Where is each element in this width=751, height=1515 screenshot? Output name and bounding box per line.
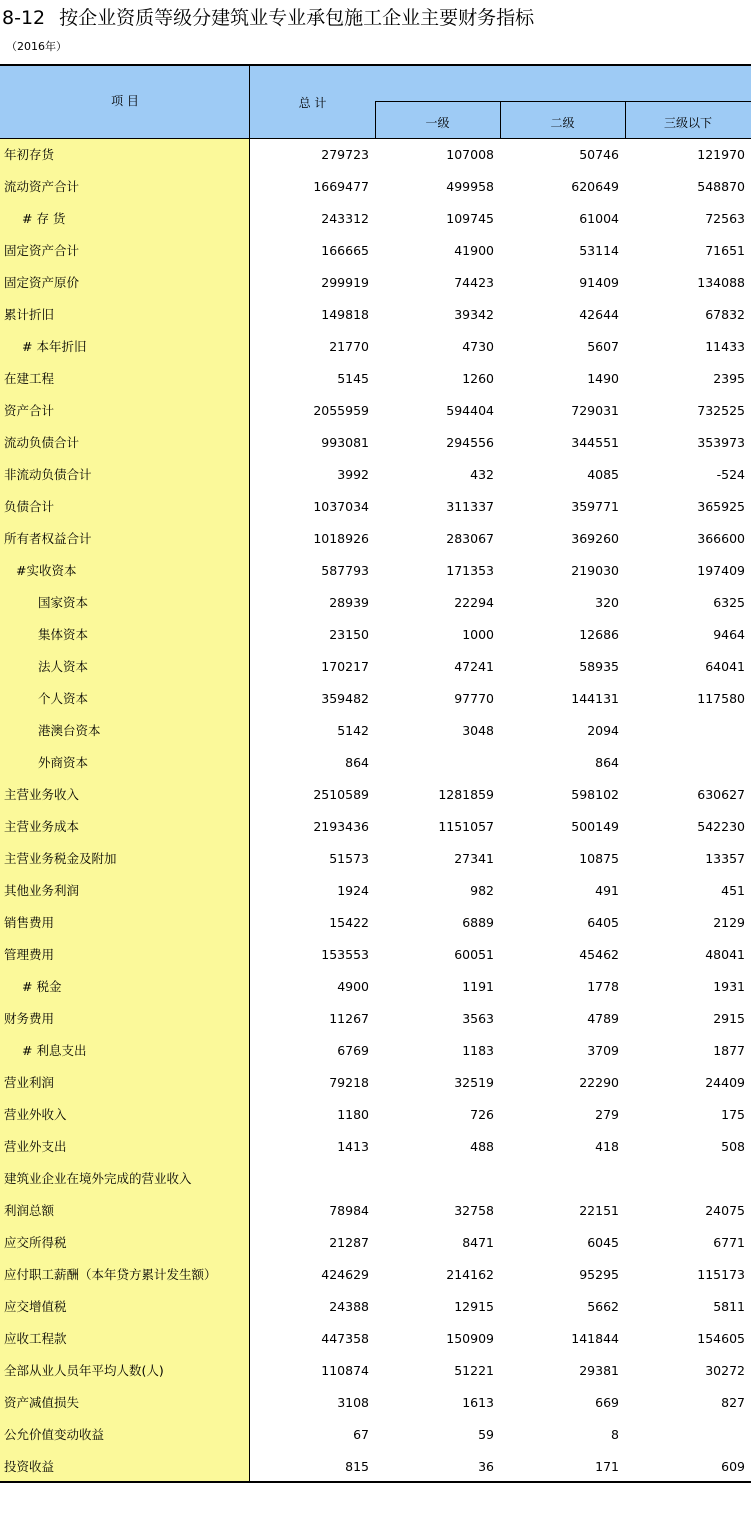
- cell-grade1: 311337: [446, 499, 494, 514]
- cell-grade3: 827: [721, 1395, 745, 1410]
- table-bottom-rule: [0, 1481, 751, 1483]
- cell-grade3: 48041: [705, 947, 745, 962]
- row-label: 在建工程: [0, 363, 250, 395]
- cell-grade1: 74423: [454, 275, 494, 290]
- table-row: [0, 235, 751, 267]
- table-row: [0, 1291, 751, 1323]
- header-divider: [625, 101, 626, 139]
- header-subdivider: [375, 101, 751, 102]
- table-row: [0, 395, 751, 427]
- table-title-text: 按企业资质等级分建筑业专业承包施工企业主要财务指标: [59, 7, 535, 29]
- cell-grade2: 729031: [571, 403, 619, 418]
- cell-grade2: 500149: [571, 819, 619, 834]
- cell-grade2: 219030: [571, 563, 619, 578]
- cell-grade2: 320: [595, 595, 619, 610]
- table-row: [0, 1259, 751, 1291]
- label-column-divider: [249, 139, 250, 1481]
- cell-grade3: 71651: [705, 243, 745, 258]
- cell-grade3: 609: [721, 1459, 745, 1474]
- table-row: [0, 1387, 751, 1419]
- cell-total: 2193436: [313, 819, 369, 834]
- cell-grade3: 13357: [705, 851, 745, 866]
- cell-grade3: 24409: [705, 1075, 745, 1090]
- row-label: 全部从业人员年平均人数(人): [0, 1355, 250, 1387]
- cell-grade3: -524: [716, 467, 745, 482]
- cell-grade1: 22294: [454, 595, 494, 610]
- table-row: [0, 203, 751, 235]
- cell-grade3: 11433: [705, 339, 745, 354]
- cell-total: 51573: [329, 851, 369, 866]
- table-row: [0, 971, 751, 1003]
- row-label: 法人资本: [0, 651, 250, 683]
- cell-grade2: 5607: [587, 339, 619, 354]
- row-label: 营业外支出: [0, 1131, 250, 1163]
- row-label: 港澳台资本: [0, 715, 250, 747]
- cell-grade1: 1281859: [438, 787, 494, 802]
- row-label: 利润总额: [0, 1195, 250, 1227]
- row-label: 固定资产原价: [0, 267, 250, 299]
- cell-total: 447358: [321, 1331, 369, 1346]
- header-grade2: 二级: [550, 116, 575, 130]
- table-body: [0, 139, 751, 1483]
- cell-grade3: 72563: [705, 211, 745, 226]
- cell-grade1: 499958: [446, 179, 494, 194]
- cell-grade1: 12915: [454, 1299, 494, 1314]
- row-label: #实收资本: [0, 555, 250, 587]
- header-divider: [375, 101, 376, 139]
- cell-total: 5145: [337, 371, 369, 386]
- cell-grade1: 294556: [446, 435, 494, 450]
- row-label: 投资收益: [0, 1451, 250, 1483]
- cell-grade3: 9464: [713, 627, 745, 642]
- table-row: [0, 267, 751, 299]
- row-label: 国家资本: [0, 587, 250, 619]
- cell-grade3: [625, 1419, 745, 1451]
- cell-grade3: 2129: [713, 915, 745, 930]
- cell-grade2: 22151: [579, 1203, 619, 1218]
- cell-grade2: 10875: [579, 851, 619, 866]
- header-grade3: 三级以下: [663, 116, 712, 130]
- table-row: [0, 747, 751, 779]
- row-label: 外商资本: [0, 747, 250, 779]
- cell-grade2: 45462: [579, 947, 619, 962]
- cell-grade2: 418: [595, 1139, 619, 1154]
- row-label: # 税金: [0, 971, 250, 1003]
- cell-total: 67: [353, 1427, 369, 1442]
- cell-grade1: 109745: [446, 211, 494, 226]
- cell-grade1: [375, 1163, 494, 1195]
- cell-total: [250, 1163, 369, 1195]
- cell-total: 1924: [337, 883, 369, 898]
- cell-grade1: 1260: [462, 371, 494, 386]
- table-row: [0, 587, 751, 619]
- cell-total: 359482: [321, 691, 369, 706]
- cell-grade3: 508: [721, 1139, 745, 1154]
- cell-grade1: 150909: [446, 1331, 494, 1346]
- cell-grade1: [375, 747, 494, 779]
- cell-grade2: 1490: [587, 371, 619, 386]
- cell-total: 79218: [329, 1075, 369, 1090]
- table-row: [0, 139, 751, 171]
- cell-total: 424629: [321, 1267, 369, 1282]
- cell-grade2: 95295: [579, 1267, 619, 1282]
- cell-grade3: 117580: [697, 691, 745, 706]
- cell-grade3: 542230: [697, 819, 745, 834]
- table-row: [0, 1419, 751, 1451]
- row-label: 公允价值变动收益: [0, 1419, 250, 1451]
- table-row: [0, 1355, 751, 1387]
- row-label: 年初存货: [0, 139, 250, 171]
- table-title: [2, 4, 534, 32]
- cell-total: 1018926: [313, 531, 369, 546]
- table-row: [0, 1035, 751, 1067]
- cell-grade2: 61004: [579, 211, 619, 226]
- header-item: 项 目: [111, 94, 139, 108]
- cell-grade2: 53114: [579, 243, 619, 258]
- table-row: [0, 555, 751, 587]
- row-label: 个人资本: [0, 683, 250, 715]
- cell-total: 1037034: [313, 499, 369, 514]
- table-row: [0, 843, 751, 875]
- cell-total: 153553: [321, 947, 369, 962]
- row-label: 累计折旧: [0, 299, 250, 331]
- table-row: [0, 875, 751, 907]
- cell-grade2: 279: [595, 1107, 619, 1122]
- cell-total: 1413: [337, 1139, 369, 1154]
- row-label: 固定资产合计: [0, 235, 250, 267]
- cell-total: 1669477: [313, 179, 369, 194]
- cell-grade2: 3709: [587, 1043, 619, 1058]
- cell-grade2: 344551: [571, 435, 619, 450]
- cell-grade1: 214162: [446, 1267, 494, 1282]
- row-label: 销售费用: [0, 907, 250, 939]
- cell-total: 23150: [329, 627, 369, 642]
- cell-total: 3108: [337, 1395, 369, 1410]
- table-row: [0, 331, 751, 363]
- cell-grade2: 22290: [579, 1075, 619, 1090]
- cell-grade1: 594404: [446, 403, 494, 418]
- cell-total: 243312: [321, 211, 369, 226]
- cell-grade2: 141844: [571, 1331, 619, 1346]
- cell-grade3: 2395: [713, 371, 745, 386]
- table-row: [0, 1163, 751, 1195]
- cell-grade3: [625, 715, 745, 747]
- cell-grade1: 3563: [462, 1011, 494, 1026]
- cell-total: 78984: [329, 1203, 369, 1218]
- cell-grade2: 42644: [579, 307, 619, 322]
- cell-total: 21287: [329, 1235, 369, 1250]
- cell-grade1: 41900: [454, 243, 494, 258]
- cell-grade2: 491: [595, 883, 619, 898]
- table-row: [0, 1067, 751, 1099]
- cell-grade3: 365925: [697, 499, 745, 514]
- table-row: [0, 459, 751, 491]
- cell-grade2: 6405: [587, 915, 619, 930]
- cell-grade2: 50746: [579, 147, 619, 162]
- cell-total: 587793: [321, 563, 369, 578]
- cell-grade2: 598102: [571, 787, 619, 802]
- header-divider: [500, 101, 501, 139]
- row-label: 非流动负债合计: [0, 459, 250, 491]
- cell-grade3: 2915: [713, 1011, 745, 1026]
- cell-total: 21770: [329, 339, 369, 354]
- cell-grade3: 154605: [697, 1331, 745, 1346]
- table-row: [0, 619, 751, 651]
- row-label: 流动负债合计: [0, 427, 250, 459]
- cell-grade3: 366600: [697, 531, 745, 546]
- cell-grade3: 30272: [705, 1363, 745, 1378]
- row-label: 财务费用: [0, 1003, 250, 1035]
- cell-grade3: 451: [721, 883, 745, 898]
- cell-grade3: 121970: [697, 147, 745, 162]
- cell-grade3: 64041: [705, 659, 745, 674]
- cell-total: 11267: [329, 1011, 369, 1026]
- row-label: 主营业务收入: [0, 779, 250, 811]
- cell-grade1: 97770: [454, 691, 494, 706]
- cell-grade3: [625, 747, 745, 779]
- cell-grade3: 67832: [705, 307, 745, 322]
- table-row: [0, 427, 751, 459]
- header-grade1: 一级: [425, 116, 450, 130]
- table-row: [0, 811, 751, 843]
- cell-grade2: 4085: [587, 467, 619, 482]
- cell-grade3: 134088: [697, 275, 745, 290]
- cell-total: 3992: [337, 467, 369, 482]
- row-label: 建筑业企业在境外完成的营业收入: [0, 1163, 250, 1195]
- cell-grade1: 488: [470, 1139, 494, 1154]
- table-row: [0, 1003, 751, 1035]
- cell-grade1: 47241: [454, 659, 494, 674]
- cell-grade3: 1931: [713, 979, 745, 994]
- cell-grade2: 29381: [579, 1363, 619, 1378]
- cell-grade2: 359771: [571, 499, 619, 514]
- cell-grade3: 6771: [713, 1235, 745, 1250]
- table-row: [0, 299, 751, 331]
- cell-total: 299919: [321, 275, 369, 290]
- cell-grade2: 669: [595, 1395, 619, 1410]
- cell-grade2: [500, 1163, 619, 1195]
- table-row: [0, 779, 751, 811]
- cell-total: 815: [345, 1459, 369, 1474]
- table-row: [0, 1131, 751, 1163]
- cell-grade2: 864: [595, 755, 619, 770]
- row-label: # 利息支出: [0, 1035, 250, 1067]
- cell-grade3: 24075: [705, 1203, 745, 1218]
- cell-total: 5142: [337, 723, 369, 738]
- cell-grade1: 32519: [454, 1075, 494, 1090]
- row-label: 资产合计: [0, 395, 250, 427]
- cell-grade1: 283067: [446, 531, 494, 546]
- cell-grade1: 171353: [446, 563, 494, 578]
- row-label: 应付职工薪酬（本年贷方累计发生额）: [0, 1259, 250, 1291]
- row-label: 所有者权益合计: [0, 523, 250, 555]
- cell-grade2: 12686: [579, 627, 619, 642]
- cell-total: 15422: [329, 915, 369, 930]
- year-note: （2016年）: [6, 40, 67, 53]
- cell-grade1: 8471: [462, 1235, 494, 1250]
- cell-grade2: 91409: [579, 275, 619, 290]
- cell-grade2: 6045: [587, 1235, 619, 1250]
- cell-grade1: 36: [478, 1459, 494, 1474]
- cell-total: 2055959: [313, 403, 369, 418]
- row-label: 资产减值损失: [0, 1387, 250, 1419]
- cell-grade3: 732525: [697, 403, 745, 418]
- row-label: 应交所得税: [0, 1227, 250, 1259]
- row-label: 其他业务利润: [0, 875, 250, 907]
- cell-grade3: 197409: [697, 563, 745, 578]
- cell-grade1: 3048: [462, 723, 494, 738]
- table-row: [0, 939, 751, 971]
- cell-grade1: 726: [470, 1107, 494, 1122]
- row-label: 管理费用: [0, 939, 250, 971]
- cell-grade3: 6325: [713, 595, 745, 610]
- cell-grade3: 115173: [697, 1267, 745, 1282]
- cell-grade3: 548870: [697, 179, 745, 194]
- row-label: # 本年折旧: [0, 331, 250, 363]
- cell-grade1: 39342: [454, 307, 494, 322]
- row-label: 营业外收入: [0, 1099, 250, 1131]
- cell-grade2: 5662: [587, 1299, 619, 1314]
- cell-grade2: 171: [595, 1459, 619, 1474]
- cell-total: 110874: [321, 1363, 369, 1378]
- cell-grade3: 353973: [697, 435, 745, 450]
- cell-grade2: 144131: [571, 691, 619, 706]
- cell-total: 2510589: [313, 787, 369, 802]
- cell-total: 149818: [321, 307, 369, 322]
- cell-grade1: 32758: [454, 1203, 494, 1218]
- cell-grade2: 2094: [587, 723, 619, 738]
- cell-grade1: 432: [470, 467, 494, 482]
- table-row: [0, 907, 751, 939]
- row-label: # 存 货: [0, 203, 250, 235]
- cell-grade2: 58935: [579, 659, 619, 674]
- table-row: [0, 651, 751, 683]
- cell-grade1: 51221: [454, 1363, 494, 1378]
- header-divider: [249, 66, 250, 139]
- row-label: 主营业务成本: [0, 811, 250, 843]
- header-total: 总 计: [298, 96, 327, 110]
- cell-grade1: 27341: [454, 851, 494, 866]
- table-row: [0, 1099, 751, 1131]
- cell-grade1: 1183: [462, 1043, 494, 1058]
- row-label: 主营业务税金及附加: [0, 843, 250, 875]
- cell-grade3: [625, 1163, 745, 1195]
- cell-total: 170217: [321, 659, 369, 674]
- cell-total: 279723: [321, 147, 369, 162]
- cell-grade3: 630627: [697, 787, 745, 802]
- cell-grade1: 1613: [462, 1395, 494, 1410]
- cell-total: 4900: [337, 979, 369, 994]
- cell-grade1: 4730: [462, 339, 494, 354]
- cell-grade2: 369260: [571, 531, 619, 546]
- cell-grade1: 1191: [462, 979, 494, 994]
- cell-total: 166665: [321, 243, 369, 258]
- row-label: 应收工程款: [0, 1323, 250, 1355]
- cell-total: 864: [345, 755, 369, 770]
- cell-total: 28939: [329, 595, 369, 610]
- cell-grade1: 6889: [462, 915, 494, 930]
- cell-grade1: 1000: [462, 627, 494, 642]
- cell-grade1: 59: [478, 1427, 494, 1442]
- table-row: [0, 1227, 751, 1259]
- table-row: [0, 171, 751, 203]
- cell-grade2: 1778: [587, 979, 619, 994]
- cell-grade1: 1151057: [438, 819, 494, 834]
- table-row: [0, 491, 751, 523]
- cell-grade3: 175: [721, 1107, 745, 1122]
- row-label: 负债合计: [0, 491, 250, 523]
- cell-grade2: 8: [611, 1427, 619, 1442]
- table-header: [0, 64, 751, 139]
- row-label: 营业利润: [0, 1067, 250, 1099]
- row-label: 集体资本: [0, 619, 250, 651]
- cell-total: 6769: [337, 1043, 369, 1058]
- table-row: [0, 683, 751, 715]
- cell-grade1: 982: [470, 883, 494, 898]
- cell-grade3: 5811: [713, 1299, 745, 1314]
- row-label: 应交增值税: [0, 1291, 250, 1323]
- cell-grade2: 620649: [571, 179, 619, 194]
- cell-total: 1180: [337, 1107, 369, 1122]
- cell-total: 993081: [321, 435, 369, 450]
- cell-grade1: 60051: [454, 947, 494, 962]
- table-row: [0, 1195, 751, 1227]
- cell-total: 24388: [329, 1299, 369, 1314]
- table-row: [0, 715, 751, 747]
- table-row: [0, 363, 751, 395]
- table-row: [0, 1451, 751, 1483]
- table-number: 8-12: [2, 7, 46, 29]
- cell-grade1: 107008: [446, 147, 494, 162]
- table-row: [0, 1323, 751, 1355]
- table-row: [0, 523, 751, 555]
- cell-grade3: 1877: [713, 1043, 745, 1058]
- cell-grade2: 4789: [587, 1011, 619, 1026]
- row-label: 流动资产合计: [0, 171, 250, 203]
